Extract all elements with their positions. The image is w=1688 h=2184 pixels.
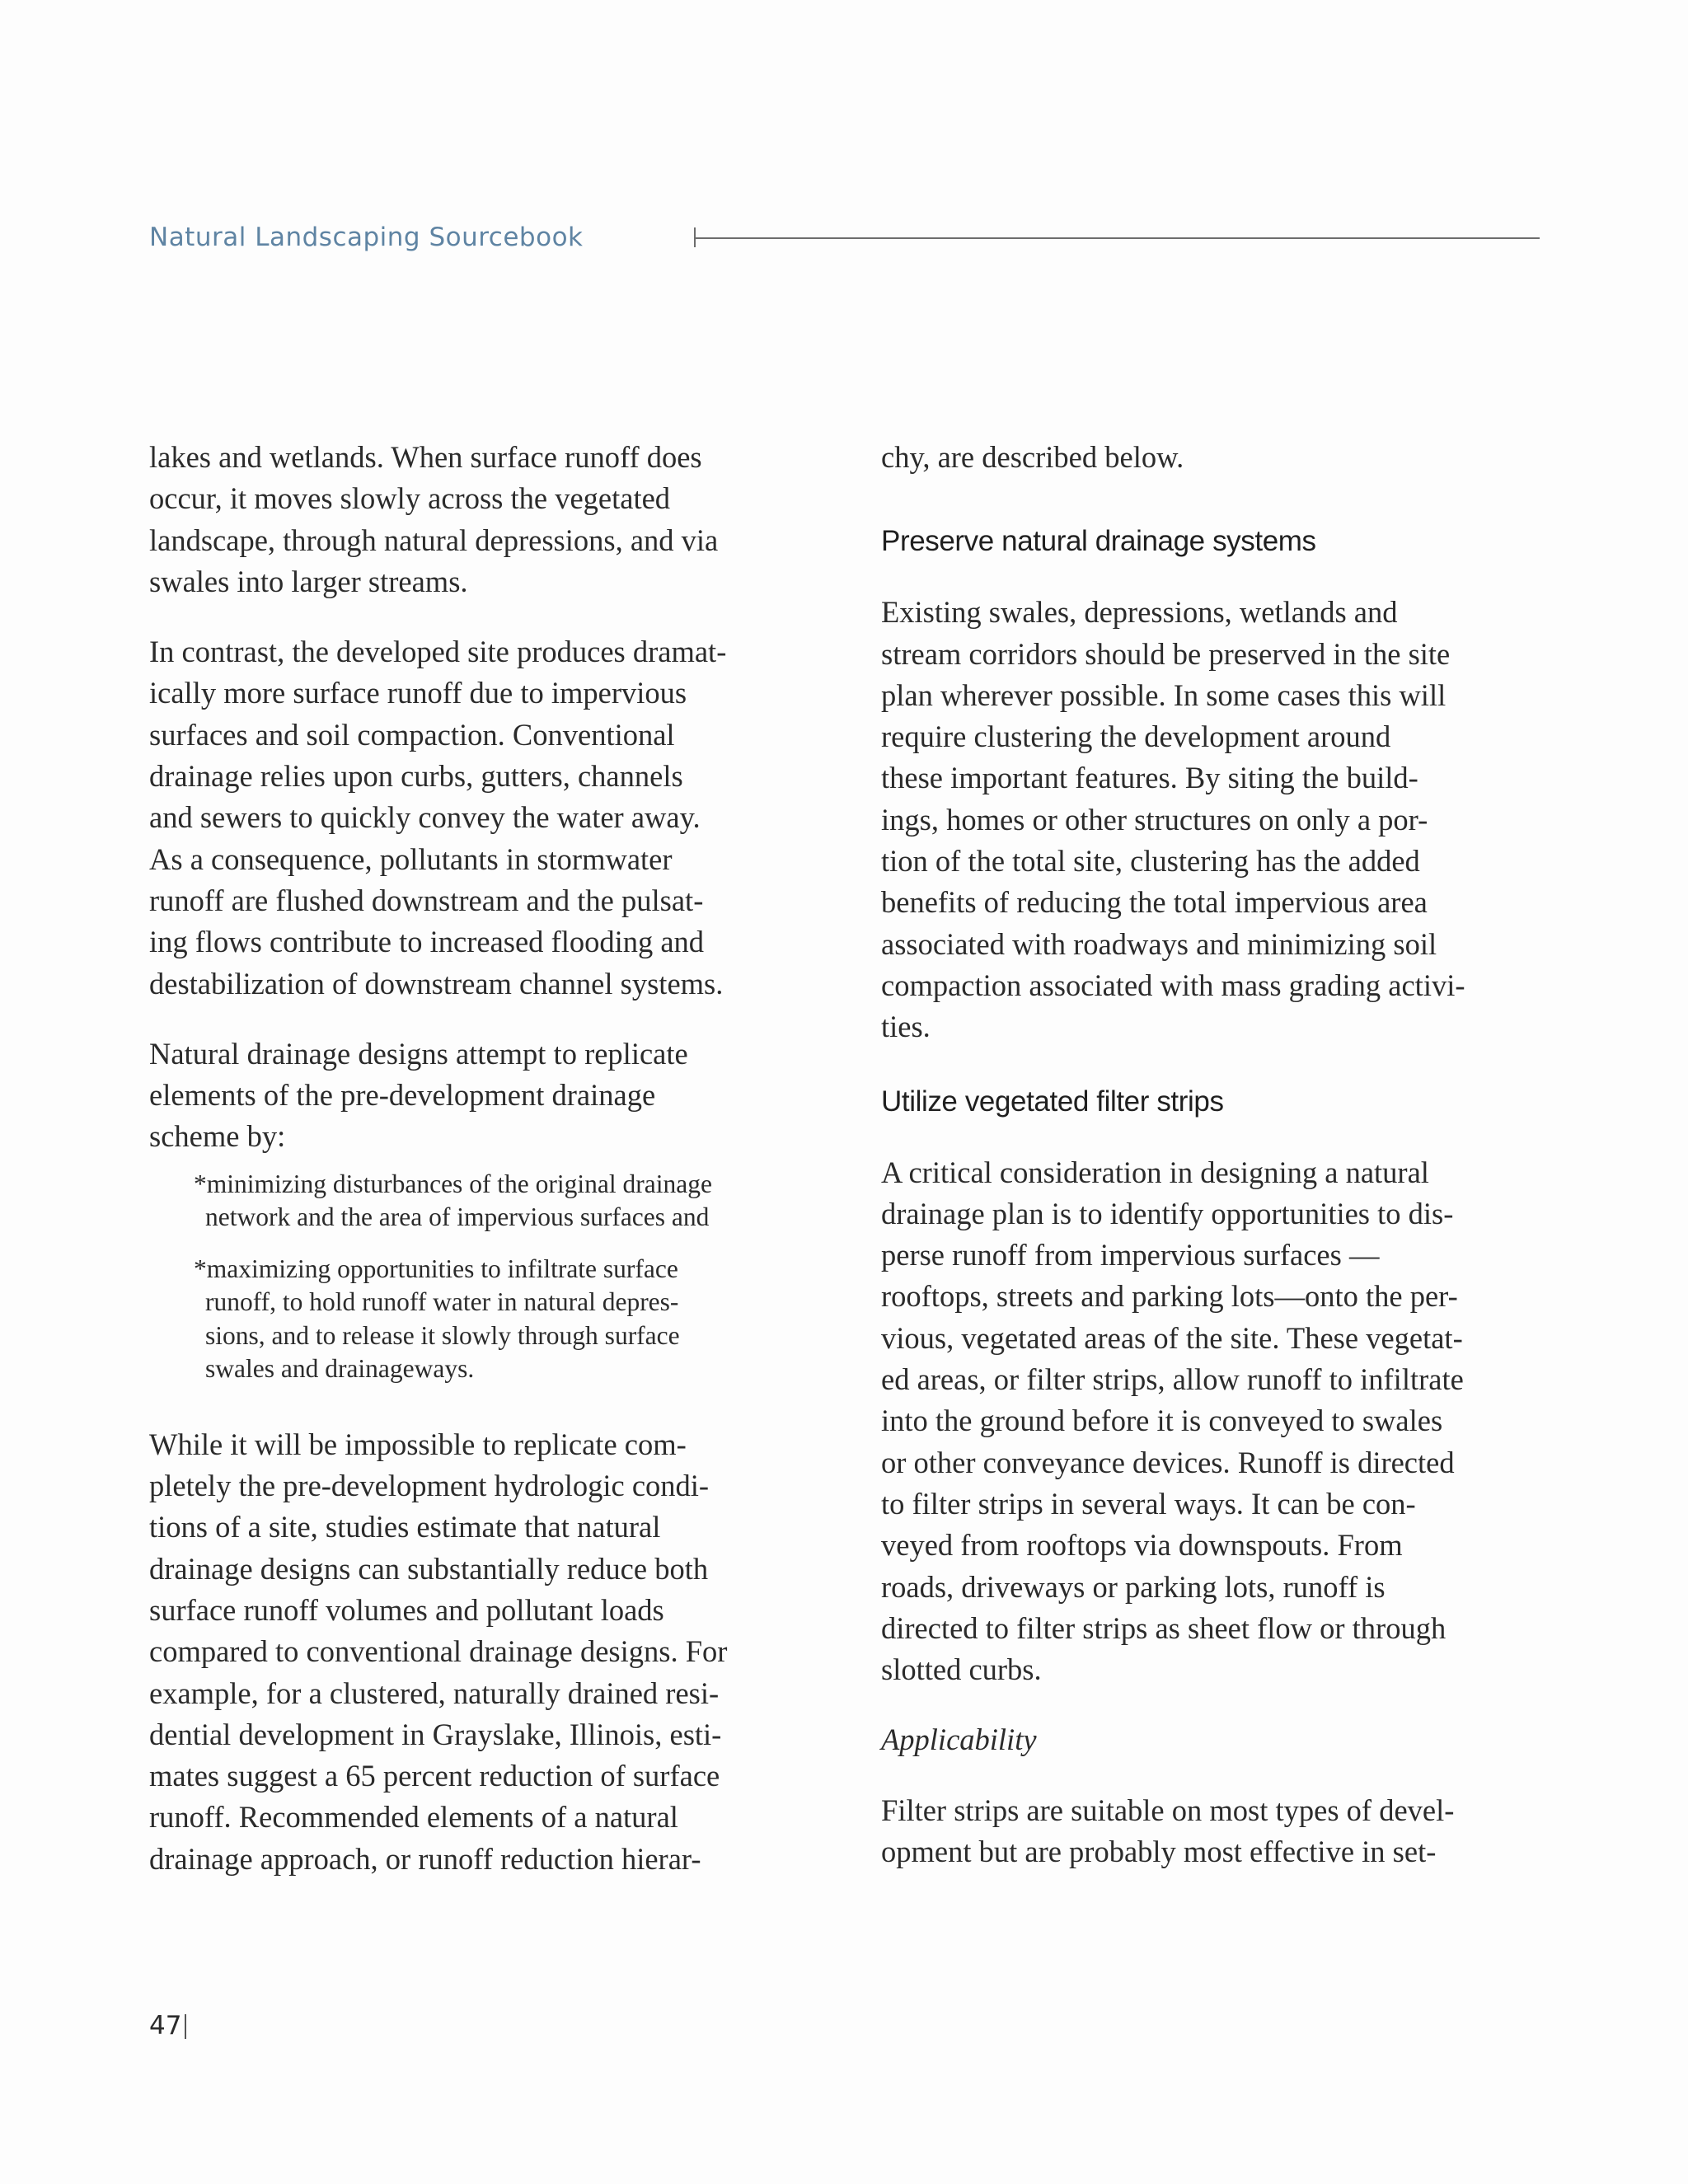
- section-heading-preserve-drainage: Preserve natural drainage systems: [881, 525, 1316, 558]
- text-line: to filter strips in several ways. It can be con-: [881, 1486, 1416, 1521]
- right-paragraph-3: [881, 1152, 1549, 1691]
- text-line: runoff. Recommended elements of a natural: [149, 1800, 678, 1835]
- text-line: destabilization of downstream channel systems.: [149, 966, 724, 1001]
- text-line: As a consequence, pollutants in stormwater: [149, 841, 673, 876]
- text-line: roads, driveways or parking lots, runoff is: [881, 1569, 1386, 1604]
- text-line: drainage relies upon curbs, gutters, channels: [149, 759, 683, 794]
- text-line: rooftops, streets and parking lots—onto the per-: [881, 1279, 1458, 1314]
- text-line: occur, it moves slowly across the vegetated: [149, 481, 671, 516]
- text-line: tions of a site, studies estimate that natural: [149, 1510, 661, 1544]
- text-line: ically more surface runoff due to impervious: [149, 676, 687, 710]
- text-line: surfaces and soil compaction. Conventional: [149, 717, 675, 752]
- text-line: benefits of reducing the total impervious area: [881, 885, 1428, 920]
- text-line: network and the area of impervious surfaces and: [205, 1202, 710, 1232]
- text-line: these important features. By siting the build-: [881, 761, 1418, 795]
- text-line: ings, homes or other structures on only a por-: [881, 802, 1428, 837]
- text-line: vious, vegetated areas of the site. These vegetat-: [881, 1320, 1463, 1355]
- text-line: example, for a clustered, naturally drained resi-: [149, 1675, 720, 1710]
- text-line: stream corridors should be preserved in the site: [881, 636, 1451, 671]
- text-line: drainage designs can substantially reduce both: [149, 1551, 709, 1586]
- text-line: dential development in Grayslake, Illinois, esti-: [149, 1717, 722, 1751]
- text-line: landscape, through natural depressions, and via: [149, 523, 719, 557]
- text-line: sions, and to release it slowly through surface: [205, 1320, 680, 1350]
- text-line: lakes and wetlands. When surface runoff does: [149, 440, 702, 474]
- text-line: elements of the pre-development drainage: [149, 1078, 656, 1113]
- bullet-item-1: [194, 1168, 825, 1235]
- text-line: scheme by:: [149, 1119, 286, 1154]
- text-line: into the ground before it is conveyed to swales: [881, 1404, 1443, 1438]
- right-column: [881, 437, 1549, 1872]
- text-line: Natural drainage designs attempt to replicate: [149, 1036, 688, 1071]
- text-line: drainage approach, or runoff reduction hierar-: [149, 1841, 701, 1876]
- right-paragraph-1: [881, 437, 1549, 478]
- section-heading-filter-strips: Utilize vegetated filter strips: [881, 1085, 1224, 1118]
- page-number: 47: [149, 2011, 182, 2041]
- text-line: swales into larger streams.: [149, 564, 468, 598]
- text-line: A critical consideration in designing a natural: [881, 1155, 1429, 1189]
- text-line: require clustering the development around: [881, 719, 1391, 754]
- text-line: compared to conventional drainage designs. For: [149, 1634, 728, 1669]
- left-paragraph-3: [149, 1033, 825, 1158]
- text-line: ing flows contribute to increased flooding and: [149, 925, 705, 959]
- left-paragraph-1: [149, 437, 825, 602]
- header-rule: [695, 237, 1540, 239]
- text-line: opment but are probably most effective in set-: [881, 1835, 1437, 1869]
- text-line: surface runoff volumes and pollutant loads: [149, 1592, 664, 1627]
- text-line: runoff are flushed downstream and the pulsat-: [149, 883, 704, 917]
- text-line: drainage plan is to identify opportunities to dis-: [881, 1196, 1454, 1230]
- text-line: chy, are described below.: [881, 440, 1184, 474]
- bullet-item-2: [194, 1253, 825, 1386]
- text-line: and sewers to quickly convey the water away.: [149, 800, 701, 835]
- text-line: tion of the total site, clustering has the added: [881, 844, 1420, 879]
- text-line: veyed from rooftops via downspouts. From: [881, 1528, 1403, 1563]
- text-line: While it will be impossible to replicate com-: [149, 1427, 687, 1461]
- text-line: directed to filter strips as sheet flow or through: [881, 1610, 1447, 1645]
- text-line: In contrast, the developed site produces dramat-: [149, 635, 727, 669]
- left-paragraph-2: [149, 631, 825, 1005]
- text-line: swales and drainageways.: [205, 1354, 475, 1384]
- text-line: pletely the pre-development hydrologic condi-: [149, 1469, 710, 1503]
- text-line: Existing swales, depressions, wetlands and: [881, 595, 1398, 630]
- running-header-title: Natural Landscaping Sourcebook: [149, 223, 584, 252]
- text-line: ties.: [881, 1010, 931, 1044]
- text-line: *maximizing opportunities to infiltrate surface: [194, 1254, 678, 1283]
- text-line: or other conveyance devices. Runoff is directed: [881, 1445, 1455, 1479]
- text-line: perse runoff from impervious surfaces —: [881, 1238, 1380, 1272]
- text-line: slotted curbs.: [881, 1652, 1042, 1687]
- left-column: [149, 437, 825, 1880]
- text-line: *minimizing disturbances of the original drainage: [194, 1169, 712, 1198]
- text-line: ed areas, or filter strips, allow runoff to infiltrate: [881, 1362, 1464, 1397]
- page-number-divider: [185, 2014, 186, 2039]
- subheading-applicability: Applicability: [881, 1722, 1037, 1757]
- text-line: mates suggest a 65 percent reduction of surface: [149, 1759, 720, 1793]
- text-line: compaction associated with mass grading activi-: [881, 968, 1465, 1002]
- text-line: runoff, to hold runoff water in natural depres-: [205, 1287, 679, 1317]
- text-line: Filter strips are suitable on most types of devel-: [881, 1793, 1455, 1827]
- text-line: plan wherever possible. In some cases this will: [881, 677, 1447, 712]
- text-line: associated with roadways and minimizing soil: [881, 926, 1437, 961]
- left-paragraph-4: [149, 1424, 825, 1880]
- right-paragraph-4: [881, 1790, 1549, 1873]
- right-paragraph-2: [881, 592, 1549, 1047]
